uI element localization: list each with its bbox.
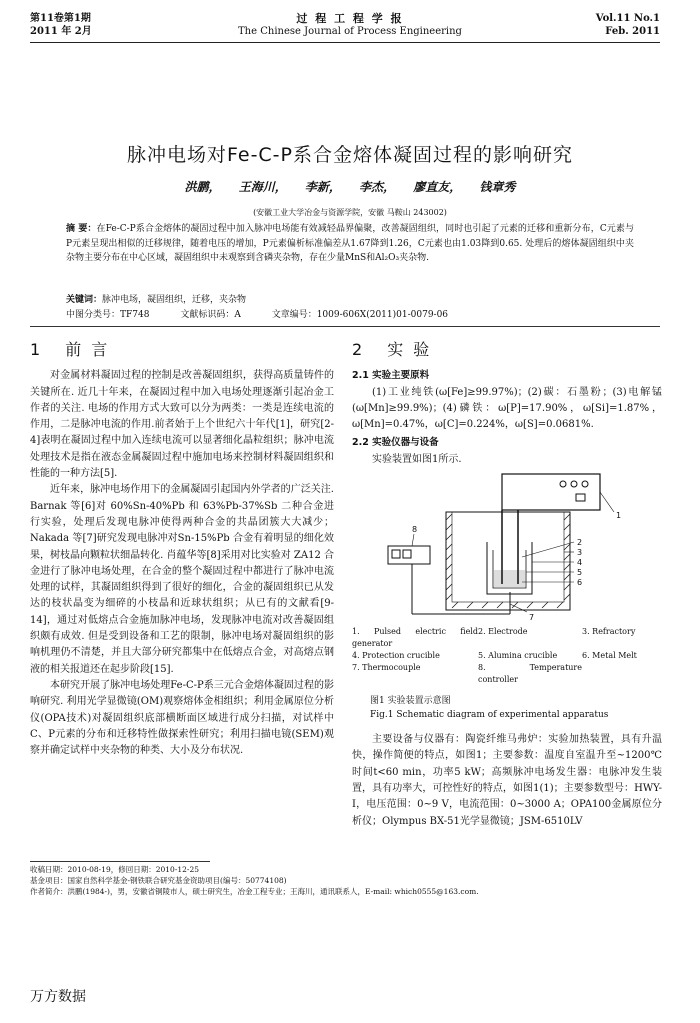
abstract-label: 摘 要： [66, 224, 97, 234]
wanfang-watermark: 万方数据 [30, 989, 86, 1005]
legend-item: 8. Temperature controller [478, 663, 582, 685]
volume-en: Vol.11 No.1 [595, 13, 660, 24]
caption-cn: 图1 实验装置示意图 [370, 696, 451, 707]
abstract-rule [30, 326, 660, 327]
legend-item: 4. Protection crucible [352, 651, 440, 661]
fig-label-2: 2 [577, 538, 583, 548]
fig-label-8: 8 [412, 525, 418, 535]
intro-paragraph-2: 近年来，脉冲电场作用下的金属凝固引起国内外学者的广泛关注. Barnak 等[6]对 60%Sn-40%Pb 和 63%Pb-37%Sb 二种合金进行实验，处理后发现电脉冲使得两种合金的共晶团簇大大减少；Nakada 等[7]研究发现电脉冲对Sn-15%Pb 合金有着明显的细化效果，树枝晶向颗粒状细晶转化. 肖蕴华等[8]采用对比实验对 ZA12 合金进行了脉冲电场处理，在合金的整个凝固过程中都进行了脉冲电流处理的试样，其凝固组织得到了很好的细化，合金的凝固组织已从发达的枝状晶变为细碎的小枝晶和近球状组织；从已有的文献看[9-14]，通过对低熔点合金施加脉冲电场，发现脉冲电流对改善凝固组织颇有成效. 但是受到设备和工艺的限制，脉冲电场对凝固组织的影响机理仍不清楚，并且大部分研究都集中在低熔点合金，对高熔点钢液的相关报道还在起步阶段[15]. [30, 484, 334, 675]
right-column [352, 342, 662, 830]
legend-item: 3. Refractory [582, 627, 636, 637]
materials-text: (1)工业纯铁(ω[Fe]≥99.97%)；(2)碳：石墨粉；(3)电解锰(ω[Mn]≥99.9%)；(4)磷铁：ω[P]=17.90%，ω[Si]=1.87%，ω[Mn]=0.47%，ω[C]=0.224%，ω[S]=0.0681%. [352, 386, 662, 431]
paper-title: 脉冲电场对Fe-C-P系合金熔体凝固过程的影响研究 [126, 144, 574, 166]
fund-info: 基金项目：国家自然科学基金-钢铁联合研究基金资助项目(编号：50774108) [30, 876, 287, 885]
journal-name-cn: 过 程 工 程 学 报 [296, 12, 404, 25]
affiliation: (安徽工业大学冶金与资源学院，安徽 马鞍山 243002) [253, 208, 447, 217]
header-rule [30, 42, 660, 43]
doc-code: 文献标识码：A [180, 310, 241, 320]
fig-label-5: 5 [577, 568, 583, 578]
fig-label-1: 1 [616, 511, 622, 521]
keywords [66, 293, 634, 307]
authors: 洪鹏， 王海川， 李新， 李杰， 廖直友， 钱章秀 [184, 180, 516, 194]
equipment-intro: 实验装置如图1所示. [372, 453, 462, 465]
date-en: Feb. 2011 [605, 26, 660, 37]
journal-issue [30, 12, 92, 38]
pulse-generator-box [502, 474, 600, 510]
metal-melt [494, 570, 525, 587]
footnote-rule [30, 861, 210, 862]
classification [66, 308, 634, 322]
fig-label-4: 4 [577, 558, 583, 568]
left-column [30, 342, 334, 759]
abstract-text: 在Fe-C-P系合金熔体的凝固过程中加入脉冲电场能有效减轻晶界偏聚，改善凝固组织，同时也引起了元素的迁移和重新分布，C元素与P元素呈现出相似的迁移规律，随着电压的增加，P元素偏析标准偏差从1.67降到1.26，C元素也由1.03降到0.65. 处理后的熔体凝固组织中夹杂物主要分布在中心区域，凝固组织中未观察到含磷夹杂物，存在少量MnS和Al₂O₃夹杂物. [66, 224, 634, 263]
legend-item: 1. Pulsed electric field generator [352, 627, 478, 649]
journal-name [200, 12, 500, 38]
legend-item: 6. Metal Melt [582, 651, 637, 661]
fig-label-7: 7 [529, 613, 535, 623]
figure-legend [352, 626, 662, 686]
issue-date: 2011 年 2月 [30, 26, 92, 37]
journal-issue-en [596, 12, 660, 38]
received-dates: 收稿日期：2010-08-19，修回日期：2010-12-25 [30, 865, 199, 874]
intro-paragraph-1: 对金属材料凝固过程的控制是改善凝固组织，获得高质量铸件的关键所在. 近几十年来，在凝固过程中加入电场处理逐渐引起冶金工作者的关注. 电场的作用方式大致可以分为两类：一类是连续电流的作用，二是脉冲电流的作用.前者始于上个世纪六十年代[1]，研究[2-4]表明在凝固过程中加入连续电流可以显著细化晶粒组织；脉冲电流处理技术是指在液态金属凝固过程中施加电场来控制材料凝固组织和性能的一种方法[5]. [30, 370, 334, 480]
fig-label-3: 3 [577, 548, 583, 558]
legend-item: 7. Thermocouple [352, 663, 421, 673]
subsection-2-1: 2.1 实验主要原料 [352, 370, 430, 382]
temperature-controller-box [388, 546, 430, 564]
abstract [66, 222, 634, 266]
subsection-2-2: 2.2 实验仪器与设备 [352, 437, 439, 449]
fig-label-6: 6 [577, 578, 583, 588]
section-2-heading: 2 实验 [352, 340, 440, 359]
journal-name-en: The Chinese Journal of Process Engineering [238, 26, 462, 37]
footnotes [30, 864, 670, 897]
intro-paragraph-3: 本研究开展了脉冲电场处理Fe-C-P系三元合金熔体凝固过程的影响研究. 利用光学显微镜(OM)观察熔体金相组织；利用金属原位分析仪(OPA技术)对凝固组织底部横断面区域进行成分扫描，对试样中C、P元素的分布和迁移特性做探索性研究；利用扫描电镜(SEM)观察并确定试样中夹杂物的种类、大小及分布状况. [30, 679, 334, 757]
figure-caption [370, 694, 662, 722]
section-1-heading: 1 前言 [30, 340, 118, 359]
keywords-label: 关键词： [66, 295, 103, 305]
apparatus-figure [352, 472, 662, 622]
article-number: 文章编号：1009-606X(2011)01-0079-06 [271, 310, 449, 320]
volume-issue: 第11卷第1期 [30, 13, 91, 24]
keywords-text: 脉冲电场，凝固组织，迁移，夹杂物 [102, 295, 247, 305]
legend-item: 2. Electrode [478, 627, 528, 637]
legend-item: 5. Alumina crucible [478, 651, 558, 661]
caption-en: Fig.1 Schematic diagram of experimental apparatus [370, 710, 609, 721]
author-bio: 作者简介：洪鹏(1984-)，男，安徽省铜陵市人，硕士研究生，冶金工程专业；王海川，通讯联系人，E-mail: which0555@163.com. [30, 887, 479, 896]
equipment-paragraph: 主要设备与仪器有：陶瓷纤维马弗炉：实验加热装置，具有升温快，操作简便的特点，如图1；主要参数：温度自室温升至~1200℃时间t<60 min，功率5 kW；高频脉冲电场发生器：电脉冲发生装置，具有功率大，可控性好的特点，如图1(1)；主要参数型号：HWY-I，电压范围：0~9 V，电流范围：0~3000 A；OPA100金属原位分析仪；Olympus BX-51光学显微镜；JSM-6510LV [352, 734, 662, 827]
clc-number: 中图分类号：TF748 [66, 310, 150, 320]
